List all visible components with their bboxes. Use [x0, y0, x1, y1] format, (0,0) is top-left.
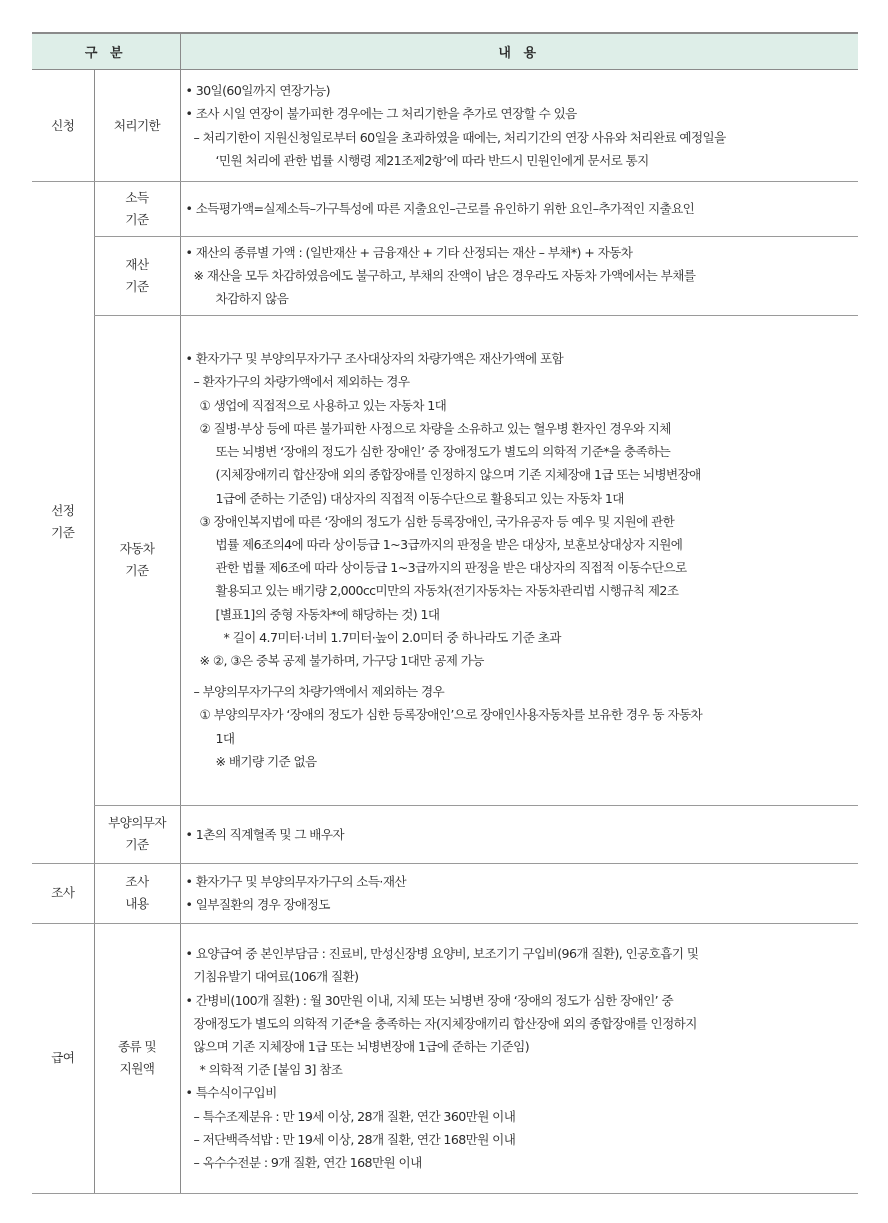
content-line: • 조사 시일 연장이 불가피한 경우에는 그 처리기한을 추가로 연장할 수 있음	[185, 106, 577, 122]
content-line: ② 질병·부상 등에 따른 불가피한 사정으로 차량을 소유하고 있는 혈우병 환자인 경우와 지체	[199, 420, 671, 436]
row-label-line: 기준	[125, 278, 149, 294]
content-line: – 부양의무자가구의 차량가액에서 제외하는 경우	[193, 684, 445, 700]
content-line: 관한 법률 제6조에 따라 상이등급 1~3급까지의 판정을 받은 대상자의 직접적 이동수단으로	[215, 560, 687, 576]
section-label-text: 급여	[51, 1050, 75, 1066]
row-content-vehicle	[180, 315, 858, 805]
support-criteria-table	[32, 32, 858, 1194]
row-label-deadline	[94, 70, 180, 182]
table-row-benefit-types	[32, 923, 858, 1193]
row-content-deadline	[180, 70, 858, 182]
content-line: ※ 재산을 모두 차감하였음에도 불구하고, 부채의 잔액이 남은 경우라도 자동차 가액에서는 부채를	[193, 268, 696, 284]
content-line: 1급에 준하는 기준임) 대상자의 직접적 이동수단으로 활용되고 있는 자동차 1대	[215, 490, 624, 506]
content-line: • 일부질환의 경우 장애정도	[185, 897, 330, 913]
content-line: • 환자가구 및 부양의무자가구의 소득·재산	[185, 873, 406, 889]
content-line: ③ 장애인복지법에 따른 ‘장애의 정도가 심한 등록장애인, 국가유공자 등 예우 및 지원에 관한	[199, 513, 675, 529]
content-line: ① 생업에 직접적으로 사용하고 있는 자동차 1대	[199, 397, 447, 413]
row-content-property	[180, 237, 858, 316]
content-line: • 간병비(100개 질환) : 월 30만원 이내, 지체 또는 뇌병변 장애 ‘장애의 정도가 심한 장애인’ 중	[185, 992, 674, 1008]
table-row-application-deadline	[32, 70, 858, 182]
spacer	[186, 672, 853, 680]
row-label-line: 재산	[125, 256, 149, 272]
content-line: 기침유발기 대여료(106개 질환)	[193, 969, 359, 985]
table-row-vehicle-criteria	[32, 315, 858, 805]
content-line: 차감하지 않음	[215, 291, 289, 307]
content-line: 장애정도가 별도의 의학적 기준*을 충족하는 자(지체장애끼리 합산장애 외의 종합장애를 인정하지	[193, 1015, 697, 1031]
content-line: 법률 제6조의4에 따라 상이등급 1~3급까지의 판정을 받은 대상자, 보훈보상대상자 지원에	[215, 536, 683, 552]
content-line: – 저단백즉석밥 : 만 19세 이상, 28개 질환, 연간 168만원 이내	[193, 1131, 516, 1147]
row-label-vehicle	[94, 315, 180, 805]
content-line: ※ ②, ③은 중복 공제 불가하며, 가구당 1대만 공제 가능	[199, 652, 484, 668]
row-label-line: 자동차	[119, 541, 155, 557]
section-label-text: 신청	[51, 117, 75, 133]
content-line: 또는 뇌병변 ‘장애의 정도가 심한 장애인’ 중 장애정도가 별도의 의학적 기준*을 충족하는	[215, 444, 671, 460]
row-label-text: 처리기한	[113, 117, 161, 133]
row-content-benefit	[180, 923, 858, 1193]
content-line: ‘민원 처리에 관한 법률 시행령 제21조제2항’에 따라 반드시 민원인에게 문서로 통지	[215, 152, 649, 168]
table-row-dependent-criteria	[32, 805, 858, 863]
row-label-line: 종류 및	[117, 1039, 157, 1055]
row-label-line: 지원액	[119, 1061, 155, 1077]
table-row-income-criteria	[32, 182, 858, 237]
content-line: • 특수식이구입비	[185, 1085, 277, 1101]
row-label-income	[94, 182, 180, 237]
row-content-survey	[180, 863, 858, 923]
content-line: ※ 배기량 기준 없음	[215, 753, 317, 769]
header-category: 구 분	[32, 33, 180, 70]
section-label-selection	[32, 182, 94, 864]
row-label-dependent	[94, 805, 180, 863]
row-label-survey-content	[94, 863, 180, 923]
content-line: * 의학적 기준 [붙임 3] 참조	[199, 1062, 343, 1078]
section-label-line: 선정	[51, 503, 75, 519]
content-line: • 30일(60일까지 연장가능)	[185, 83, 330, 99]
header-content: 내 용	[180, 33, 858, 70]
content-line: ① 부양의무자가 ‘장애의 정도가 심한 등록장애인’으로 장애인사용자동차를 보유한 경우 동 자동차	[199, 707, 703, 723]
content-line: • 요양급여 중 본인부담금 : 진료비, 만성신장병 요양비, 보조기기 구입비(96개 질환), 인공호흡기 및	[185, 946, 699, 962]
content-line: – 특수조제분유 : 만 19세 이상, 28개 질환, 연간 360만원 이내	[193, 1108, 516, 1124]
section-label-survey	[32, 863, 94, 923]
content-line: (지체장애끼리 합산장애 외의 종합장애를 인정하지 않으며 기존 지체장애 1급 또는 뇌병변장애	[215, 467, 701, 483]
table-row-property-criteria	[32, 237, 858, 316]
content-line: – 옥수수전분 : 9개 질환, 연간 168만원 이내	[193, 1154, 422, 1170]
content-line: * 길이 4.7미터·너비 1.7미터·높이 2.0미터 중 하나라도 기준 초과	[223, 629, 561, 645]
row-label-line: 조사	[125, 874, 149, 890]
content-line: • 환자가구 및 부양의무자가구 조사대상자의 차량가액은 재산가액에 포함	[185, 351, 564, 367]
row-label-line: 기준	[125, 212, 149, 227]
table-row-survey-content	[32, 863, 858, 923]
row-label-line: 소득	[125, 190, 149, 205]
content-line: [별표1]의 중형 자동차*에 해당하는 것) 1대	[215, 606, 440, 622]
row-label-property	[94, 237, 180, 316]
content-line: • 소득평가액=실제소득–가구특성에 따른 지출요인–근로를 유인하기 위한 요인–추가적인 지출요인	[185, 201, 695, 217]
content-line: • 재산의 종류별 가액 : (일반재산 + 금융재산 + 기타 산정되는 재산 – 부채*) + 자동차	[185, 245, 633, 260]
content-line: 1대	[215, 730, 235, 746]
row-label-benefit-types	[94, 923, 180, 1193]
row-content-income	[180, 182, 858, 237]
section-label-text: 조사	[51, 885, 75, 901]
content-line: • 1촌의 직계혈족 및 그 배우자	[185, 826, 344, 842]
row-label-line: 기준	[125, 563, 149, 579]
row-content-dependent	[180, 805, 858, 863]
table-header-row	[32, 33, 858, 70]
row-label-line: 내용	[125, 896, 149, 912]
section-label-application	[32, 70, 94, 182]
content-line: – 처리기한이 지원신청일로부터 60일을 초과하였을 때에는, 처리기간의 연장 사유와 처리완료 예정일을	[193, 129, 726, 145]
row-label-line: 기준	[125, 837, 149, 853]
section-label-benefit	[32, 923, 94, 1193]
section-label-line: 기준	[51, 525, 75, 541]
row-label-line: 부양의무자	[108, 815, 166, 831]
content-line: 활용되고 있는 배기량 2,000cc미만의 자동차(전기자동차는 자동차관리법 시행규칙 제2조	[215, 583, 679, 599]
content-line: – 환자가구의 차량가액에서 제외하는 경우	[193, 374, 410, 390]
content-line: 않으며 기존 지체장애 1급 또는 뇌병변장애 1급에 준하는 기준임)	[193, 1038, 530, 1054]
